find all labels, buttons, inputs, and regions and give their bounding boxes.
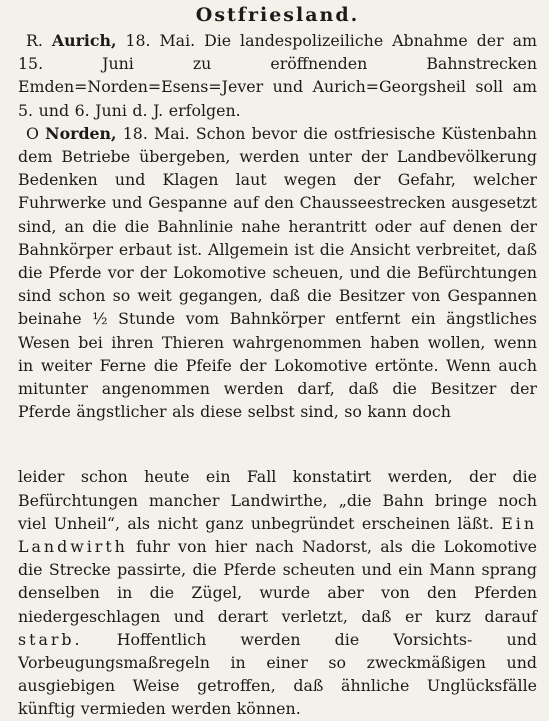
article-norden-place: Norden, (45, 123, 117, 143)
column-gap (18, 423, 537, 465)
article-norden-body-1: 18. Mai. Schon bevor die ostfriesische Küstenbahn dem Betriebe übergeben, werden unter der Landbevölkerung Bedenken und Klagen laut wegen der Gefahr, welcher Fuhrwerke und Gespanne auf den Chausseestrecken ausgesetzt sind, an die die Bahnlinie nahe herantritt oder auf denen der Bahnkörper erbaut ist. Allgemein ist die Ansicht verbreitet, daß die Pferde vor der Lokomotive scheuen, und die Befürchtungen sind schon so weit gegangen, daß die Besitzer von Gespannen beinahe ½ Stunde vom Bahnkörper entfernt ein ängstliches Wesen bei ihren Thieren wahrgenommen haben wollen, wenn in weiter Ferne die Pfeife der Lokomotive ertönte. Wenn auch mitunter angenommen werden darf, daß die Besitzer der Pferde ängstlicher als diese selbst sind, so kann doch (18, 123, 537, 422)
article-norden-prefix: O (26, 123, 39, 143)
article-norden-spaced-word: Ein Landwirth (18, 513, 537, 557)
article-aurich-body: 18. Mai. Die landespolizeiliche Abnahme der am 15. Juni zu eröffnenden Bahnstrecken Emden=Norden=Esens=Jever und Aurich=Georgsheil soll am 5. und 6. Juni d. J. erfolgen. (18, 31, 537, 120)
article-norden-body-2b: fuhr von hier nach Nadorst, als die Lokomotive die Strecke passirte, die Pferde scheuten und ein Mann sprang denselben in die Zügel, wurde aber von den Pferden niedergeschlagen und derart verletzt, daß er kurz darauf (18, 537, 537, 626)
article-norden-body-2a: leider schon heute ein Fall konstatirt werden, der die Befürchtungen mancher Landwirthe, „die Bahn bringe noch viel Unheil“, als nicht ganz unbegründet erscheinen läßt. (18, 467, 537, 533)
article-norden-body-2c: Hoffentlich werden die Vorsichts- und Vorbeugungsmaßregeln in einer so zweckmäßigen und ausgiebigen Weise getroffen, daß ähnliche Unglücksfälle künftig vermieden werden können. (18, 629, 537, 719)
article-norden-part1 (18, 122, 537, 424)
section-heading: Ostfriesland. (195, 4, 360, 26)
article-norden-part2 (18, 465, 537, 720)
article-aurich-place: Aurich, (51, 31, 117, 50)
article-norden-spaced-word-2: starb. (18, 629, 83, 649)
article-aurich (18, 29, 537, 122)
article-aurich-prefix: R. (26, 31, 43, 50)
